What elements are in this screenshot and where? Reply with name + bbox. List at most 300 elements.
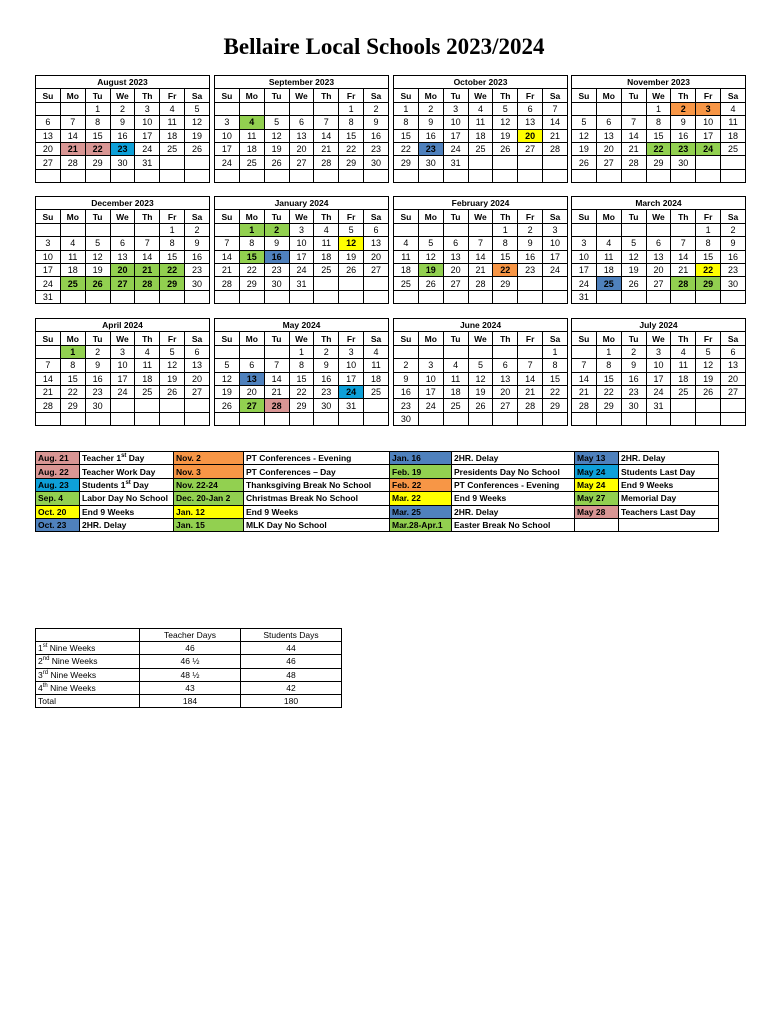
- summary-student-days: 48: [241, 668, 342, 681]
- empty-cell: [239, 345, 264, 358]
- day-cell: 13: [289, 129, 314, 142]
- legend-date: Jan. 12: [174, 505, 244, 518]
- day-cell: 6: [110, 237, 135, 250]
- day-header: Mo: [239, 332, 264, 345]
- summary-row: [36, 681, 342, 694]
- empty-cell: [418, 290, 443, 303]
- empty-cell: [135, 290, 160, 303]
- day-cell: 24: [443, 142, 468, 155]
- day-cell: 15: [493, 250, 518, 263]
- marked-day-cell: 20: [110, 263, 135, 276]
- empty-cell: [135, 412, 160, 425]
- day-header: Su: [36, 89, 61, 102]
- day-cell: 19: [264, 142, 289, 155]
- day-header: Th: [493, 210, 518, 223]
- day-header: We: [468, 332, 493, 345]
- day-cell: 14: [314, 129, 339, 142]
- day-cell: 20: [185, 372, 210, 385]
- day-cell: 31: [36, 290, 61, 303]
- day-cell: 28: [518, 399, 543, 412]
- marked-day-cell: 4: [239, 116, 264, 129]
- empty-cell: [543, 412, 568, 425]
- empty-cell: [493, 290, 518, 303]
- summary-row: [36, 694, 342, 707]
- empty-cell: [289, 290, 314, 303]
- week-row: [215, 250, 389, 263]
- day-header: We: [110, 89, 135, 102]
- week-row: [215, 237, 389, 250]
- week-row: [394, 237, 568, 250]
- empty-cell: [364, 412, 389, 425]
- day-cell: 23: [185, 263, 210, 276]
- empty-cell: [185, 290, 210, 303]
- week-row: [394, 290, 568, 303]
- day-header-row: [36, 89, 210, 102]
- day-header: Mo: [418, 89, 443, 102]
- legend-label: [244, 492, 390, 505]
- summary-row: [36, 668, 342, 681]
- marked-day-cell: 24: [696, 142, 721, 155]
- day-cell: 6: [443, 237, 468, 250]
- week-row: [394, 250, 568, 263]
- legend-label-text: Memorial Day: [621, 493, 677, 504]
- empty-cell: [185, 412, 210, 425]
- legend-label-sup: st: [125, 480, 131, 487]
- day-cell: 16: [518, 250, 543, 263]
- day-header: Sa: [721, 332, 746, 345]
- week-row: [394, 412, 568, 425]
- day-cell: 9: [185, 237, 210, 250]
- day-header: Sa: [185, 332, 210, 345]
- empty-cell: [135, 169, 160, 182]
- legend-label-text: End 9 Weeks: [621, 479, 674, 490]
- day-cell: 30: [394, 412, 419, 425]
- summary-period-rest: Nine Weeks: [48, 669, 97, 680]
- day-cell: 17: [418, 385, 443, 398]
- legend-row: [36, 465, 719, 478]
- week-row: [36, 237, 210, 250]
- day-cell: 10: [646, 359, 671, 372]
- day-cell: 6: [493, 359, 518, 372]
- day-cell: 10: [543, 237, 568, 250]
- day-cell: 27: [443, 277, 468, 290]
- day-cell: 20: [289, 142, 314, 155]
- marked-day-cell: 19: [418, 263, 443, 276]
- empty-cell: [621, 290, 646, 303]
- day-cell: 12: [468, 372, 493, 385]
- day-cell: 24: [110, 385, 135, 398]
- day-cell: 27: [596, 156, 621, 169]
- day-cell: 10: [572, 250, 597, 263]
- day-cell: 19: [468, 385, 493, 398]
- day-cell: 2: [364, 102, 389, 115]
- month-name: August 2023: [36, 76, 210, 89]
- week-row: [394, 359, 568, 372]
- week-row: [394, 223, 568, 236]
- day-cell: 11: [596, 250, 621, 263]
- empty-cell: [418, 345, 443, 358]
- day-cell: 11: [443, 372, 468, 385]
- day-header: Su: [215, 89, 240, 102]
- day-header: Fr: [339, 332, 364, 345]
- day-header: We: [110, 210, 135, 223]
- summary-period: [36, 681, 140, 694]
- empty-cell: [314, 290, 339, 303]
- week-row: [36, 223, 210, 236]
- day-cell: 2: [394, 359, 419, 372]
- day-header: Th: [135, 332, 160, 345]
- empty-cell: [110, 223, 135, 236]
- day-header: Mo: [239, 210, 264, 223]
- day-cell: 8: [239, 237, 264, 250]
- day-cell: 2: [621, 345, 646, 358]
- day-cell: 18: [314, 250, 339, 263]
- day-cell: 29: [60, 399, 85, 412]
- day-cell: 29: [339, 156, 364, 169]
- day-cell: 20: [36, 142, 61, 155]
- day-cell: 18: [671, 372, 696, 385]
- day-cell: 26: [185, 142, 210, 155]
- month-header-row: [215, 319, 389, 332]
- empty-cell: [443, 290, 468, 303]
- week-row: [215, 385, 389, 398]
- day-cell: 28: [215, 277, 240, 290]
- day-cell: 9: [394, 372, 419, 385]
- legend-label: [244, 518, 390, 531]
- day-header: Th: [314, 210, 339, 223]
- month-calendar: [571, 318, 746, 426]
- day-cell: 27: [518, 142, 543, 155]
- day-cell: 30: [185, 277, 210, 290]
- day-cell: 5: [215, 359, 240, 372]
- marked-day-cell: 20: [518, 129, 543, 142]
- week-row: [215, 372, 389, 385]
- month-calendar: [214, 196, 389, 304]
- day-cell: 20: [364, 250, 389, 263]
- day-cell: 1: [493, 223, 518, 236]
- empty-cell: [160, 399, 185, 412]
- empty-cell: [314, 169, 339, 182]
- empty-cell: [110, 169, 135, 182]
- empty-cell: [572, 345, 597, 358]
- day-header: Su: [394, 210, 419, 223]
- day-cell: 28: [543, 142, 568, 155]
- week-row: [572, 372, 746, 385]
- day-header-row: [215, 89, 389, 102]
- empty-cell: [621, 223, 646, 236]
- day-cell: 22: [60, 385, 85, 398]
- week-row: [572, 385, 746, 398]
- day-cell: 21: [215, 263, 240, 276]
- day-cell: 31: [572, 290, 597, 303]
- empty-cell: [239, 169, 264, 182]
- summary-period: [36, 655, 140, 668]
- day-header-row: [394, 332, 568, 345]
- empty-cell: [160, 169, 185, 182]
- day-header: Tu: [443, 210, 468, 223]
- day-cell: 7: [264, 359, 289, 372]
- legend-label: [244, 452, 390, 465]
- day-cell: 5: [418, 237, 443, 250]
- day-header: Mo: [596, 332, 621, 345]
- empty-cell: [264, 169, 289, 182]
- empty-cell: [543, 277, 568, 290]
- month-name: February 2024: [394, 197, 568, 210]
- day-cell: 8: [339, 116, 364, 129]
- day-cell: 30: [621, 399, 646, 412]
- summary-period: [36, 694, 140, 707]
- month-header-row: [215, 197, 389, 210]
- week-row: [215, 277, 389, 290]
- day-cell: 3: [443, 102, 468, 115]
- marked-day-cell: 27: [239, 399, 264, 412]
- legend-label: [80, 492, 174, 505]
- day-cell: 14: [60, 129, 85, 142]
- day-cell: 11: [160, 116, 185, 129]
- empty-cell: [443, 345, 468, 358]
- day-cell: 2: [110, 102, 135, 115]
- day-cell: 12: [621, 250, 646, 263]
- month-name: May 2024: [215, 319, 389, 332]
- day-cell: 7: [60, 116, 85, 129]
- legend-date: Aug. 21: [36, 452, 80, 465]
- legend-date: Aug. 22: [36, 465, 80, 478]
- day-cell: 3: [646, 345, 671, 358]
- legend-label-text: 2HR. Delay: [454, 453, 499, 464]
- day-cell: 12: [418, 250, 443, 263]
- empty-cell: [518, 277, 543, 290]
- day-cell: 16: [418, 129, 443, 142]
- day-cell: 27: [721, 385, 746, 398]
- day-cell: 18: [468, 129, 493, 142]
- day-cell: 24: [215, 156, 240, 169]
- month-name: January 2024: [215, 197, 389, 210]
- empty-cell: [621, 102, 646, 115]
- day-cell: 25: [364, 385, 389, 398]
- legend-date: May 24: [575, 478, 619, 491]
- day-cell: 15: [394, 129, 419, 142]
- day-cell: 19: [85, 263, 110, 276]
- week-row: [215, 102, 389, 115]
- day-cell: 19: [572, 142, 597, 155]
- day-header: Mo: [60, 89, 85, 102]
- legend-date: May 24: [575, 465, 619, 478]
- week-row: [215, 345, 389, 358]
- day-cell: 9: [110, 116, 135, 129]
- day-cell: 26: [572, 156, 597, 169]
- day-cell: 4: [364, 345, 389, 358]
- week-row: [572, 102, 746, 115]
- empty-cell: [543, 169, 568, 182]
- month-header-row: [572, 197, 746, 210]
- day-cell: 24: [289, 263, 314, 276]
- day-cell: 17: [36, 263, 61, 276]
- day-header: Fr: [160, 210, 185, 223]
- month-name: June 2024: [394, 319, 568, 332]
- day-cell: 7: [36, 359, 61, 372]
- day-cell: 26: [160, 385, 185, 398]
- marked-day-cell: 15: [239, 250, 264, 263]
- day-cell: 7: [518, 359, 543, 372]
- day-cell: 25: [314, 263, 339, 276]
- legend-row: [36, 505, 719, 518]
- month-name: October 2023: [394, 76, 568, 89]
- legend-label: [619, 478, 719, 491]
- day-cell: 21: [572, 385, 597, 398]
- day-cell: 28: [621, 156, 646, 169]
- legend-date: Dec. 20-Jan 2: [174, 492, 244, 505]
- empty-cell: [671, 399, 696, 412]
- month-calendar: [393, 75, 568, 183]
- marked-day-cell: 2: [671, 102, 696, 115]
- day-cell: 13: [596, 129, 621, 142]
- day-cell: 26: [468, 399, 493, 412]
- legend-label-text: PT Conferences - Evening: [246, 453, 352, 464]
- day-cell: 30: [671, 156, 696, 169]
- empty-cell: [85, 169, 110, 182]
- day-cell: 3: [418, 359, 443, 372]
- month-header-row: [394, 197, 568, 210]
- summary-teacher-days: 48 ½: [140, 668, 241, 681]
- marked-day-cell: 23: [418, 142, 443, 155]
- legend-date: Sep. 4: [36, 492, 80, 505]
- week-row: [215, 156, 389, 169]
- day-cell: 18: [160, 129, 185, 142]
- month-calendar: [393, 318, 568, 426]
- day-header-row: [572, 89, 746, 102]
- day-header: Sa: [364, 89, 389, 102]
- empty-cell: [468, 290, 493, 303]
- legend-label: [452, 492, 575, 505]
- day-cell: 18: [596, 263, 621, 276]
- day-header: Sa: [185, 210, 210, 223]
- day-cell: 3: [572, 237, 597, 250]
- day-cell: 3: [36, 237, 61, 250]
- month-name: September 2023: [215, 76, 389, 89]
- day-cell: 11: [468, 116, 493, 129]
- day-cell: 30: [721, 277, 746, 290]
- day-cell: 4: [394, 237, 419, 250]
- day-cell: 16: [671, 129, 696, 142]
- week-row: [36, 129, 210, 142]
- empty-cell: [518, 169, 543, 182]
- legend-date: Mar. 22: [390, 492, 452, 505]
- empty-cell: [721, 412, 746, 425]
- empty-cell: [185, 156, 210, 169]
- day-cell: 17: [443, 129, 468, 142]
- legend-label-text: Teacher 1: [82, 453, 122, 464]
- empty-cell: [493, 169, 518, 182]
- legend-row: [36, 452, 719, 465]
- empty-cell: [85, 412, 110, 425]
- day-header: Mo: [596, 89, 621, 102]
- day-header-row: [36, 332, 210, 345]
- empty-cell: [264, 345, 289, 358]
- day-cell: 25: [721, 142, 746, 155]
- empty-cell: [543, 290, 568, 303]
- day-cell: 12: [493, 116, 518, 129]
- summary-period-number: 2: [38, 656, 43, 667]
- week-row: [215, 169, 389, 182]
- empty-cell: [135, 223, 160, 236]
- marked-day-cell: 29: [160, 277, 185, 290]
- week-row: [215, 223, 389, 236]
- day-cell: 8: [160, 237, 185, 250]
- empty-cell: [646, 290, 671, 303]
- day-cell: 29: [394, 156, 419, 169]
- empty-cell: [418, 169, 443, 182]
- day-cell: 28: [36, 399, 61, 412]
- marked-day-cell: 27: [110, 277, 135, 290]
- day-cell: 14: [36, 372, 61, 385]
- empty-cell: [518, 412, 543, 425]
- empty-cell: [468, 156, 493, 169]
- day-header: Fr: [339, 89, 364, 102]
- day-cell: 12: [572, 129, 597, 142]
- empty-cell: [264, 412, 289, 425]
- empty-cell: [671, 412, 696, 425]
- day-cell: 6: [36, 116, 61, 129]
- day-cell: 8: [543, 359, 568, 372]
- day-header: We: [646, 210, 671, 223]
- summary-student-days: 46: [241, 655, 342, 668]
- day-cell: 2: [721, 223, 746, 236]
- day-cell: 25: [443, 399, 468, 412]
- empty-cell: [671, 223, 696, 236]
- week-row: [215, 399, 389, 412]
- day-cell: 25: [468, 142, 493, 155]
- day-header: Tu: [264, 89, 289, 102]
- day-cell: 13: [110, 250, 135, 263]
- day-cell: 21: [621, 142, 646, 155]
- day-cell: 28: [468, 277, 493, 290]
- empty-cell: [468, 169, 493, 182]
- marked-day-cell: 21: [135, 263, 160, 276]
- day-header-row: [394, 210, 568, 223]
- empty-cell: [468, 223, 493, 236]
- summary-period: [36, 668, 140, 681]
- day-header: Su: [572, 89, 597, 102]
- day-cell: 31: [289, 277, 314, 290]
- day-cell: 9: [418, 116, 443, 129]
- day-cell: 25: [239, 156, 264, 169]
- empty-cell: [493, 412, 518, 425]
- day-header: Th: [135, 210, 160, 223]
- day-cell: 21: [671, 263, 696, 276]
- empty-cell: [621, 169, 646, 182]
- day-header: Tu: [443, 332, 468, 345]
- day-cell: 8: [696, 237, 721, 250]
- summary-student-days: 42: [241, 681, 342, 694]
- day-header: Mo: [596, 210, 621, 223]
- day-header: Su: [215, 332, 240, 345]
- marked-day-cell: 28: [264, 399, 289, 412]
- day-cell: 12: [85, 250, 110, 263]
- empty-cell: [596, 412, 621, 425]
- empty-cell: [239, 102, 264, 115]
- legend-date: Jan. 16: [390, 452, 452, 465]
- legend-label: [619, 465, 719, 478]
- day-cell: 28: [572, 399, 597, 412]
- day-cell: 15: [160, 250, 185, 263]
- day-cell: 27: [364, 263, 389, 276]
- summary-header: [36, 629, 140, 642]
- day-cell: 18: [60, 263, 85, 276]
- day-cell: 4: [671, 345, 696, 358]
- marked-day-cell: 1: [239, 223, 264, 236]
- day-header: Tu: [85, 89, 110, 102]
- week-row: [215, 359, 389, 372]
